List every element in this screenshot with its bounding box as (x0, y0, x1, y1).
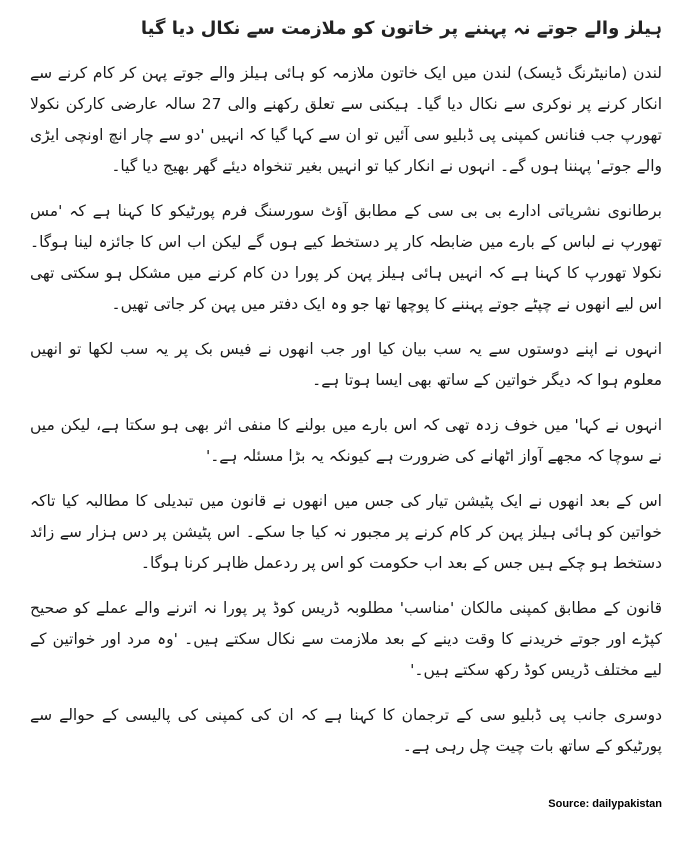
article-paragraph: قانون کے مطابق کمپنی مالکان 'مناسب' مطلوبہ ڈریس کوڈ پر پورا نہ اترنے والے عملے کو صحیح کپڑے اور جوتے خریدنے کا وقت دینے کے بعد ملازمت سے نکال سکتے ہیں۔ 'وہ مرد اور خواتین کے لیے مختلف ڈریس کوڈ رکھ سکتے ہیں۔' (30, 599, 662, 679)
article-paragraph: لندن (مانیٹرنگ ڈیسک) لندن میں ایک خاتون ملازمہ کو ہائی ہیلز والے جوتے پہن کر کام کرنے سے انکار کرنے پر نوکری سے نکال دیا گیا۔ ہیکنی سے تعلق رکھنے والی 27 سالہ عارضی کارکن نکولا تھورپ جب فنانس کمپنی پی ڈبلیو سی آئیں تو ان سے کہا گیا کہ انہیں 'دو سے چار انچ اونچی ایڑی والے جوتے' پہننا ہوں گے۔ انہوں نے انکار کیا تو انہیں بغیر تنخواہ دیئے گھر بھیج دیا گیا۔ (30, 64, 663, 175)
article-paragraph: برطانوی نشریاتی ادارے بی بی سی کے مطابق آؤٹ سورسنگ فرم پورٹیکو کا کہنا ہے کہ 'مس تھورپ نے لباس کے بارے میں ضابطہ کار پر دستخط کیے ہوں گے لیکن اب اس کا جائزہ لینا ہوگا۔ نکولا تھورپ کا کہنا ہے کہ انہیں ہائی ہیلز پہن کر پورا دن کام کرنے میں مشکل ہو سکتی تھی اس لیے انھوں نے چپٹے جوتے پہننے کا پوچھا تھا جو وہ ایک دفتر میں پہن کر جاتی تھیں۔ (30, 202, 662, 313)
article-paragraph: انہوں نے کہا' میں خوف زدہ تھی کہ اس بارے میں بولنے کا منفی اثر بھی ہو سکتا ہے، لیکن میں نے سوچا کہ مجھے آواز اٹھانے کی ضرورت ہے کیونکہ یہ بڑا مسئلہ ہے۔' (30, 416, 662, 465)
article-paragraph: انہوں نے اپنے دوستوں سے یہ سب بیان کیا اور جب انھوں نے فیس بک پر یہ سب لکھا تو انھیں معلوم ہوا کہ دیگر خواتین کے ساتھ بھی ایسا ہوتا ہے۔ (30, 340, 662, 389)
article-paragraph: اس کے بعد انھوں نے ایک پٹیشن تیار کی جس میں انھوں نے قانون میں تبدیلی کا مطالبہ کیا تاکہ خواتین کو ہائی ہیلز پہن کر کام کرنے پر مجبور نہ کیا جا سکے۔ اس پٹیشن پر دس ہزار سے زائد دستخط ہو چکے ہیں جس کے بعد اب حکومت کو اس پر ردعمل ظاہر کرنا ہوگا۔ (30, 492, 662, 572)
article-paragraph: دوسری جانب پی ڈبلیو سی کے ترجمان کا کہنا ہے کہ ان کی کمپنی کی پالیسی کے حوالے سے پورٹیکو کے ساتھ بات چیت چل رہی ہے۔ (30, 706, 662, 755)
article-body (30, 14, 662, 776)
source-credit: Source: dailypakistan (548, 798, 662, 810)
article-headline: ہیلز والے جوتے نہ پہننے پر خاتون کو ملازمت سے نکال دیا گیا (140, 18, 662, 39)
